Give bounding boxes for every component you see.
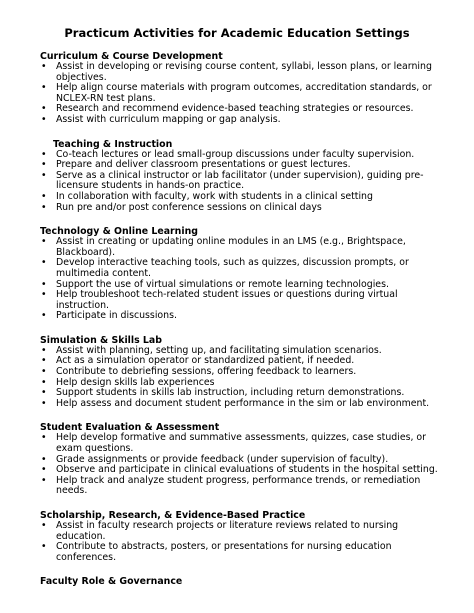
list-item bbox=[40, 542, 440, 563]
bullet-icon: • bbox=[41, 201, 47, 213]
bullet-icon: • bbox=[41, 169, 47, 181]
list-item bbox=[40, 171, 440, 192]
list-item-text: Grade assignments or provide feedback (under supervision of faculty). bbox=[56, 453, 389, 465]
section-heading: Curriculum & Course Development bbox=[40, 51, 223, 62]
list-item-text: Act as a simulation operator or standardized patient, if needed. bbox=[56, 355, 355, 367]
bullet-icon: • bbox=[41, 520, 47, 531]
list-item-text: Prepare and deliver classroom presentations or guest lectures. bbox=[56, 159, 351, 171]
list-item bbox=[40, 476, 440, 497]
list-item-text: Serve as a clinical instructor or lab facilitator (under supervision), guiding pre-licensure students in hands-on practice. bbox=[56, 169, 424, 192]
bullet-list bbox=[40, 150, 440, 214]
bullet-icon: • bbox=[41, 278, 47, 290]
bullet-icon: • bbox=[41, 366, 47, 378]
list-item bbox=[40, 62, 440, 83]
bullet-icon: • bbox=[41, 344, 47, 356]
list-item bbox=[40, 521, 440, 542]
bullet-icon: • bbox=[41, 387, 47, 399]
list-item-text: Help assess and document student performance in the sim or lab environment. bbox=[56, 397, 430, 409]
list-item-text: Co-teach lectures or lead small-group discussions under faculty supervision. bbox=[56, 148, 415, 160]
list-item-text: Contribute to abstracts, posters, or presentations for nursing education conferences. bbox=[56, 541, 392, 563]
list-item-text: Contribute to debriefing sessions, offering feedback to learners. bbox=[56, 366, 357, 378]
list-item-text: Assist in creating or updating online modules in an LMS (e.g., Brightspace, Blackboard). bbox=[56, 236, 406, 258]
list-item-text: Help track and analyze student progress, performance trends, or remediation needs. bbox=[56, 474, 421, 497]
bullet-list bbox=[40, 346, 440, 410]
bullet-icon: • bbox=[41, 103, 47, 115]
list-item-text: Help develop formative and summative assessments, quizzes, case studies, or exam questions. bbox=[56, 432, 427, 455]
bullet-icon: • bbox=[41, 257, 47, 269]
bullet-icon: • bbox=[41, 113, 47, 125]
section-heading: Student Evaluation & Assessment bbox=[40, 422, 220, 434]
list-item-text: Participate in discussions. bbox=[56, 310, 177, 322]
list-item-text: Develop interactive teaching tools, such as quizzes, discussion prompts, or multimedia content. bbox=[56, 257, 409, 279]
bullet-list bbox=[40, 521, 440, 563]
list-item-text: Help troubleshoot tech-related student issues or questions during virtual instruction. bbox=[56, 289, 398, 311]
bullet-icon: • bbox=[41, 464, 47, 476]
bullet-icon: • bbox=[41, 61, 47, 72]
bullet-icon: • bbox=[41, 541, 47, 553]
bullet-list bbox=[40, 62, 440, 126]
bullet-icon: • bbox=[41, 355, 47, 367]
list-item bbox=[40, 290, 440, 311]
list-item-text: Research and recommend evidence-based teaching strategies or resources. bbox=[56, 103, 414, 115]
section-heading: Teaching & Instruction bbox=[53, 138, 173, 150]
list-item-text: In collaboration with faculty, work with students in a clinical setting bbox=[56, 190, 373, 202]
list-item-text: Support the use of virtual simulations or remote learning technologies. bbox=[56, 278, 389, 290]
bullet-icon: • bbox=[41, 190, 47, 202]
list-item-text: Observe and participate in clinical evaluations of students in the hospital setting. bbox=[56, 464, 438, 476]
bullet-icon: • bbox=[41, 82, 47, 94]
list-item bbox=[40, 83, 440, 104]
section-heading: Technology & Online Learning bbox=[40, 226, 198, 238]
bullet-icon: • bbox=[41, 236, 47, 248]
bullet-icon: • bbox=[41, 474, 47, 486]
bullet-list bbox=[40, 433, 440, 497]
list-item bbox=[40, 399, 440, 410]
document-body bbox=[40, 51, 440, 600]
list-item bbox=[40, 237, 440, 258]
bullet-icon: • bbox=[41, 453, 47, 465]
list-item-text: Assist with planning, setting up, and facilitating simulation scenarios. bbox=[56, 344, 382, 356]
list-item bbox=[40, 433, 440, 454]
list-item-text: Help design skills lab experiences bbox=[56, 376, 215, 388]
list-item-text: Run pre and/or post conference sessions on clinical days bbox=[56, 201, 322, 213]
section-heading: Scholarship, Research, & Evidence-Based Practice bbox=[40, 510, 306, 521]
list-item-text: Help align course materials with program outcomes, accreditation standards, or NCLEX-RN test plans. bbox=[56, 82, 432, 104]
list-item bbox=[40, 203, 440, 214]
document-title: Practicum Activities for Academic Education Settings bbox=[64, 26, 410, 40]
list-item-text: Support students in skills lab instruction, including return demonstrations. bbox=[56, 387, 405, 399]
bullet-icon: • bbox=[41, 376, 47, 388]
bullet-icon: • bbox=[41, 148, 47, 160]
list-item-text: Assist in faculty research projects or literature reviews related to nursing education. bbox=[56, 520, 399, 542]
bullet-icon: • bbox=[41, 159, 47, 171]
list-item bbox=[40, 258, 440, 279]
section-heading: Faculty Role & Governance bbox=[40, 576, 183, 588]
bullet-icon: • bbox=[41, 289, 47, 301]
bullet-icon: • bbox=[41, 310, 47, 322]
bullet-icon: • bbox=[41, 432, 47, 444]
bullet-icon: • bbox=[41, 397, 47, 409]
list-item bbox=[40, 115, 440, 126]
section-heading: Simulation & Skills Lab bbox=[40, 334, 162, 346]
list-item bbox=[40, 311, 440, 322]
list-item-text: Assist with curriculum mapping or gap analysis. bbox=[56, 113, 281, 125]
bullet-list bbox=[40, 237, 440, 322]
list-item-text: Assist in developing or revising course content, syllabi, lesson plans, or learning objectives. bbox=[56, 61, 432, 83]
